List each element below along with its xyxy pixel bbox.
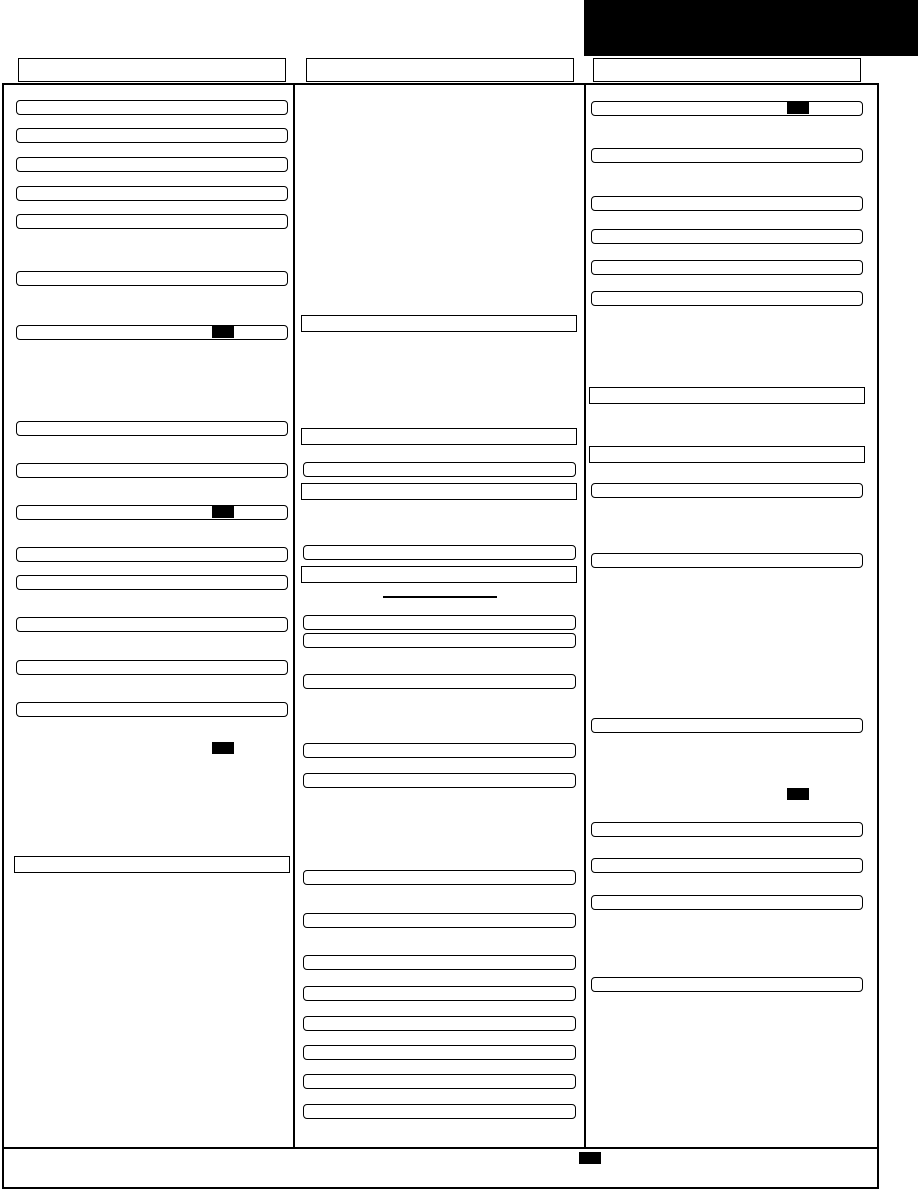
right-field-8[interactable] [591,553,863,568]
left-field-7[interactable] [16,325,288,340]
right-field-3[interactable] [591,196,863,211]
column-header-right [593,58,861,82]
middle-section-box-3[interactable] [301,483,577,500]
middle-field-2[interactable] [303,545,576,560]
column-divider-1 [293,84,295,1148]
right-field-12[interactable] [591,895,863,910]
left-field-6[interactable] [16,271,288,286]
right-field-1[interactable] [591,101,863,116]
right-badge-2 [787,788,809,800]
right-field-11[interactable] [591,858,863,873]
left-field-11[interactable] [16,547,288,562]
left-section-box[interactable] [14,856,290,873]
left-field-15[interactable] [16,702,288,717]
middle-section-box-2[interactable] [301,428,577,445]
left-field-4[interactable] [16,186,288,201]
left-field-9[interactable] [16,463,288,478]
middle-field-15[interactable] [303,1104,576,1119]
middle-field-11[interactable] [303,986,576,1001]
middle-field-9[interactable] [303,913,576,928]
left-field-2[interactable] [16,128,288,143]
middle-field-7[interactable] [303,773,576,788]
header-black-block [584,0,918,56]
right-field-5[interactable] [591,260,863,275]
right-section-box-2[interactable] [589,446,865,463]
column-divider-2 [584,84,586,1148]
right-field-6[interactable] [591,291,863,306]
left-field-1[interactable] [16,100,288,115]
left-badge-2 [212,506,234,518]
middle-field-10[interactable] [303,955,576,970]
left-field-12[interactable] [16,575,288,590]
right-badge-1 [787,102,809,114]
left-field-8[interactable] [16,421,288,436]
left-badge-3 [212,742,234,754]
column-header-left [18,58,286,82]
middle-field-4[interactable] [303,633,576,648]
middle-field-6[interactable] [303,743,576,758]
middle-field-14[interactable] [303,1074,576,1089]
right-field-4[interactable] [591,229,863,244]
right-field-2[interactable] [591,148,863,163]
middle-field-8[interactable] [303,870,576,885]
middle-field-1[interactable] [303,462,576,477]
footer-badge [579,1152,601,1164]
middle-underline [383,596,497,598]
middle-section-box-1[interactable] [301,315,577,332]
column-header-middle [306,58,574,82]
middle-field-3[interactable] [303,615,576,630]
left-field-13[interactable] [16,617,288,632]
left-field-3[interactable] [16,157,288,172]
middle-field-12[interactable] [303,1016,576,1031]
left-field-10[interactable] [16,505,288,520]
middle-field-13[interactable] [303,1045,576,1060]
left-field-14[interactable] [16,660,288,675]
footer-separator [2,1147,879,1149]
middle-section-box-4[interactable] [301,566,577,583]
right-field-9[interactable] [591,718,863,733]
right-field-10[interactable] [591,822,863,837]
right-field-7[interactable] [591,483,863,498]
middle-field-5[interactable] [303,674,576,689]
left-badge-1 [212,326,234,338]
right-section-box-1[interactable] [589,387,865,404]
left-field-5[interactable] [16,214,288,229]
right-field-13[interactable] [591,977,863,992]
